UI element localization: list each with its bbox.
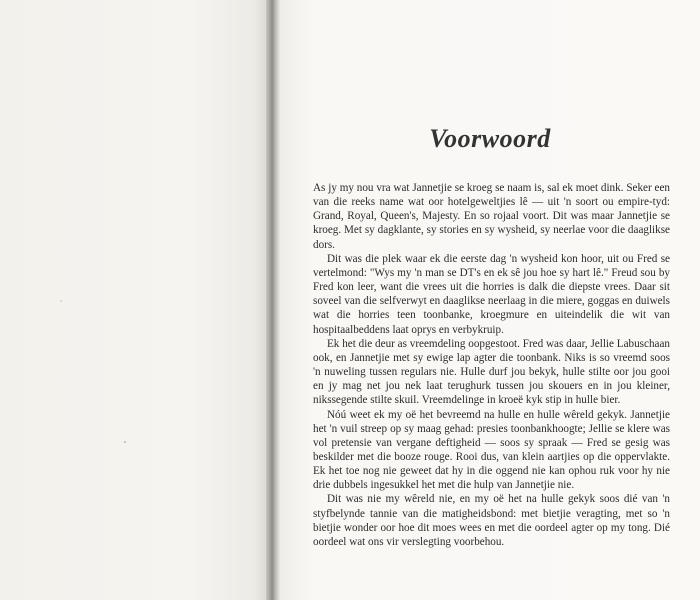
chapter-heading: Voorwoord (429, 124, 551, 153)
paragraph: Nóú weet ek my oë het bevreemd na hulle en hulle wêreld gekyk. Jannetjie het 'n vuil streep op sy maag gehad: presies toonbankhoogte; Jellie se klere was vol pretensie van vergane deftigheid — soos sy spraak — Fred se gesig was beskilder met die booze rouge. Rooi dus, van klein aartjies op die oppervlakte. Ek het toe nog nie geweet dat hy in die oggend nie kan ophou ruk voor hy nie drie dubbels ingesukkel het met die hulp van Jannetjie nie. (313, 408, 670, 492)
paper-speck (124, 441, 126, 443)
paper-speck (60, 300, 62, 302)
paragraph: Ek het die deur as vreemdeling oopgestoot. Fred was daar, Jellie Labuschaan ook, en Jannetjie met sy ewige lap agter die toonbank. Niks is so vreemd soos 'n nuweling tussen regulars nie. Hulle durf jou bekyk, hulle stilte oor jou gooi en jy mag net jou nek laat terughurk tussen jou skouers en in jou kleiner, nikssegende stilte skuil. Vreemdelinge in kroeë kyk stip in hulle bier. (313, 337, 670, 407)
book-gutter (266, 0, 280, 600)
left-page (0, 0, 268, 600)
body-text (313, 181, 670, 549)
paragraph: As jy my nou vra wat Jannetjie se kroeg se naam is, sal ek moet dink. Seker een van die reeks name wat oor hotelgeweltjies lê — uit 'n soort ou empire-tyd: Grand, Royal, Queen's, Majesty. En so rojaal voort. Dit was maar Jannetjie se kroeg. Met sy dagklante, sy stories en sy wysheid, sy neerlae voor die daaglikse dors. (313, 182, 670, 251)
paragraph: Dit was die plek waar ek die eerste dag 'n wysheid kon hoor, uit ou Fred se vertelmond: "Wys my 'n man se DT's en ek sê jou hoe sy hart lê." Freud sou by Fred kon leer, want die vrees uit die horries is dalk die diepste vrees. Daar sit soveel van die selfverwyt en daaglikse neerlaag in die miere, goggas en duiwels wat die horries teen toonbanke, kroegmure en uiteindelik die wit van hospitaalbeddens laat oprys en verbykruip. (313, 252, 670, 336)
paragraph: Dit was nie my wêreld nie, en my oë het na hulle gekyk soos dié van 'n styfbelynde tannie van die matigheidsbond: met bietjie veragting, met so 'n bietjie wonder oor hoe dit moes wees en met die oordeel agter op my tong. Dié oordeel wat ons vir verslegting voorbehou. (313, 493, 670, 548)
